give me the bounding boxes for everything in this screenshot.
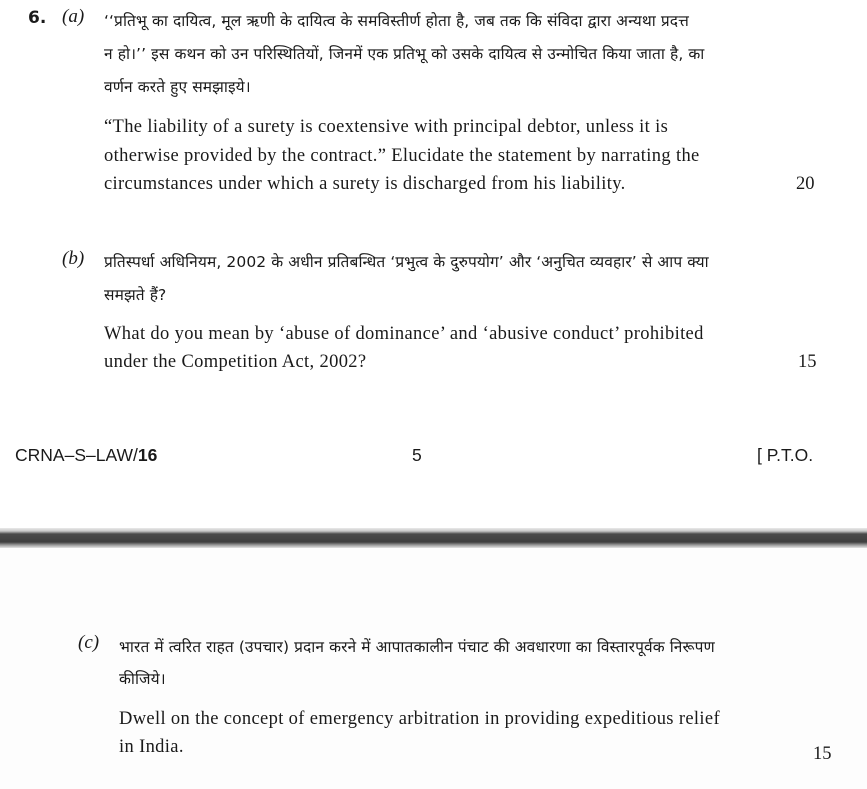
- part-a-hindi-line: न हो।’’ इस कथन को उन परिस्थितियों, जिनमें एक प्रतिभू को उसके दायित्व से उन्मोचित किया जाता है, का: [104, 45, 705, 63]
- part-c-english-line: in India.: [119, 737, 184, 757]
- part-c-marks: 15: [813, 744, 832, 764]
- part-c-hindi-line: भारत में त्वरित राहत (उपचार) प्रदान करने में आपातकालीन पंचाट की अवधारणा का विस्तारपूर्वक निरूपण: [119, 638, 715, 656]
- part-b-hindi-line: समझते हैं?: [104, 286, 167, 304]
- paper-code: [15, 445, 157, 466]
- part-a-english-line: otherwise provided by the contract.” Elucidate the statement by narrating the: [104, 146, 700, 166]
- part-c-label: (c): [78, 632, 100, 653]
- part-b-label: (b): [62, 248, 85, 269]
- paper-code-year: 16: [137, 445, 158, 465]
- page-divider: [0, 528, 867, 548]
- part-b-english-line: What do you mean by ‘abuse of dominance’ and ‘abusive conduct’ prohibited: [104, 324, 704, 344]
- part-b-marks: 15: [798, 352, 817, 372]
- part-c-english-line: Dwell on the concept of emergency arbitration in providing expeditious relief: [119, 709, 720, 729]
- question-number: 6.: [28, 8, 47, 28]
- part-c-hindi-line: कीजिये।: [119, 670, 166, 688]
- part-b-hindi-line: प्रतिस्पर्धा अधिनियम, 2002 के अधीन प्रतिबन्धित ‘प्रभुत्व के दुरुपयोग’ और ‘अनुचित व्यवहार’ से आप क्या: [104, 253, 709, 271]
- exam-page-bottom: [0, 548, 867, 789]
- page-number: 5: [412, 445, 422, 465]
- paper-code-prefix: CRNA–S–LAW/: [15, 445, 138, 465]
- part-a-marks: 20: [796, 174, 815, 194]
- part-a-english-line: circumstances under which a surety is discharged from his liability.: [104, 174, 626, 194]
- part-a-english-line: “The liability of a surety is coextensive with principal debtor, unless it is: [104, 117, 669, 137]
- part-b-english-line: under the Competition Act, 2002?: [104, 352, 367, 372]
- part-a-hindi-line: ‘‘प्रतिभू का दायित्व, मूल ऋणी के दायित्व के समविस्तीर्ण होता है, जब तक कि संविदा द्वारा अन्यथा प्रदत्त: [104, 12, 689, 30]
- part-a-hindi-line: वर्णन करते हुए समझाइये।: [104, 78, 251, 96]
- please-turn-over: [ P.T.O.: [757, 445, 814, 465]
- part-a-label: (a): [62, 6, 85, 27]
